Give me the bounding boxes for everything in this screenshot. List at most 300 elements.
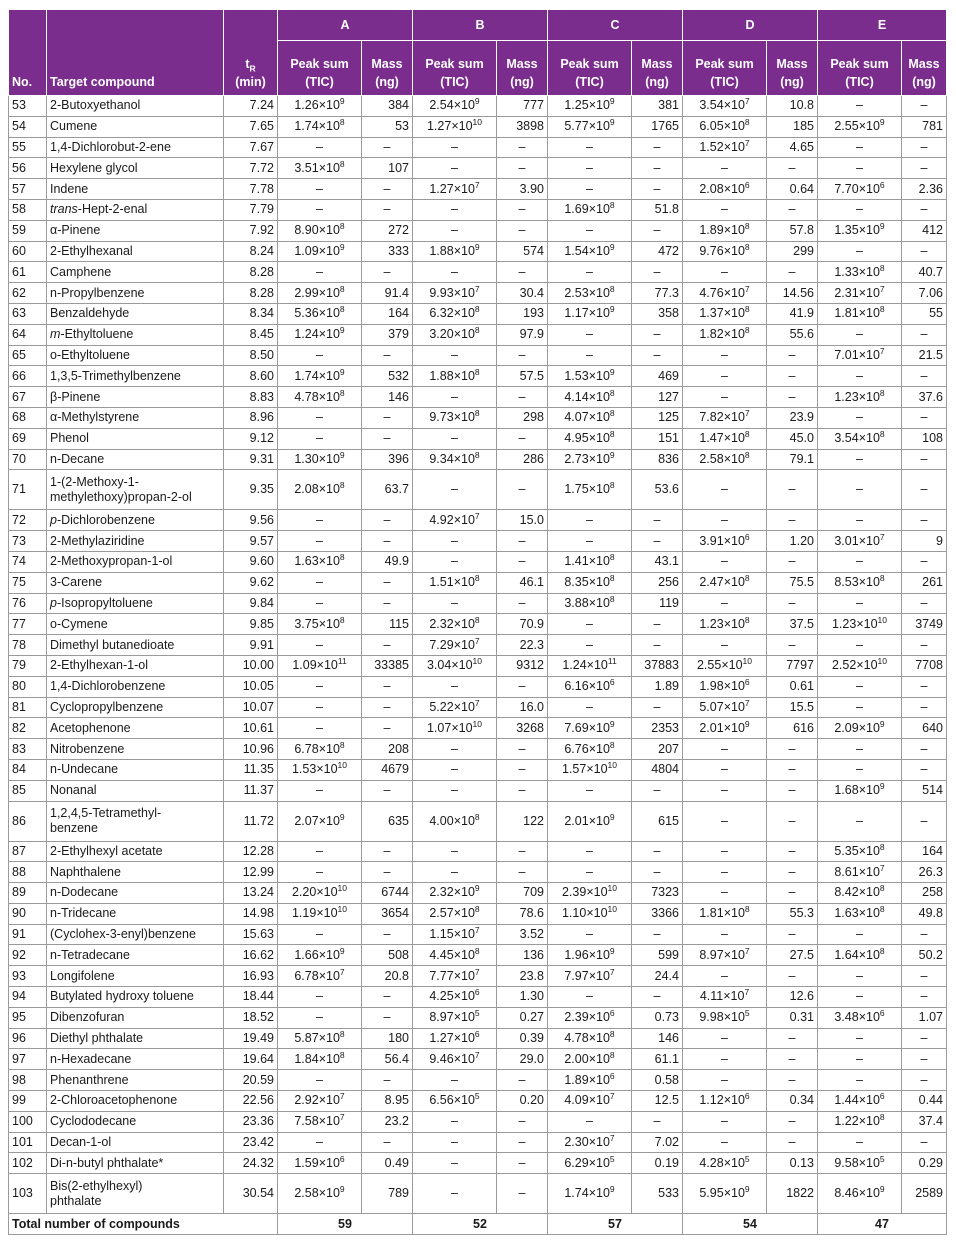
mass-cell: – — [497, 862, 548, 883]
peak-sum-cell — [413, 324, 497, 345]
peak-exponent: 7 — [474, 966, 480, 977]
peak-mantissa: 1.75×10 — [564, 482, 610, 497]
mass-cell: – — [632, 158, 683, 179]
peak-sum-cell: – — [413, 345, 497, 366]
row-number: 64 — [9, 324, 47, 345]
compound-name: 1,4-Dichlorobut-2-ene — [47, 137, 224, 158]
mass-cell: – — [497, 759, 548, 780]
peak-sum-cell: – — [548, 220, 632, 241]
peak-exponent: 8 — [879, 1112, 885, 1123]
header-peak-sum-unit: (TIC) — [710, 75, 739, 89]
mass-cell: – — [767, 262, 818, 283]
peak-sum-cell: – — [818, 199, 902, 220]
peak-sum-cell — [548, 1028, 632, 1049]
mass-cell: 40.7 — [902, 262, 947, 283]
peak-sum-cell — [818, 283, 902, 304]
mass-cell: 49.9 — [362, 551, 413, 572]
peak-sum-cell — [683, 96, 767, 117]
mass-cell: 3749 — [902, 614, 947, 635]
table-row — [9, 593, 947, 614]
peak-mantissa: 1.27×10 — [426, 119, 473, 134]
mass-cell: – — [767, 510, 818, 531]
table-row — [9, 1007, 947, 1028]
peak-sum-cell — [818, 718, 902, 739]
mass-cell: 70.9 — [497, 614, 548, 635]
mass-cell: 0.13 — [767, 1153, 818, 1174]
mass-cell: 21.5 — [902, 345, 947, 366]
mass-cell: 53 — [362, 116, 413, 137]
peak-sum-cell — [548, 1132, 632, 1153]
peak-exponent: 9 — [609, 366, 615, 377]
peak-sum-cell — [683, 137, 767, 158]
peak-mantissa: 1.96×10 — [564, 947, 610, 962]
mass-cell: 533 — [632, 1174, 683, 1214]
compound-name — [47, 593, 224, 614]
peak-exponent: 8 — [609, 387, 615, 398]
peak-mantissa: 2.01×10 — [699, 720, 745, 735]
row-number: 61 — [9, 262, 47, 283]
mass-cell: – — [902, 635, 947, 656]
header-mass-unit: (ng) — [912, 75, 936, 89]
peak-exponent: 8 — [474, 366, 480, 377]
peak-sum-cell — [683, 303, 767, 324]
mass-cell: 4679 — [362, 759, 413, 780]
mass-cell: 27.5 — [767, 945, 818, 966]
peak-exponent: 9 — [879, 780, 885, 791]
peak-sum-cell — [278, 324, 362, 345]
mass-cell: 256 — [632, 572, 683, 593]
mass-cell: 8.95 — [362, 1091, 413, 1112]
peak-exponent: 9 — [879, 1184, 885, 1195]
peak-sum-cell — [548, 241, 632, 262]
peak-sum-cell: – — [818, 697, 902, 718]
peak-mantissa: 8.53×10 — [834, 575, 880, 590]
peak-sum-cell: – — [278, 1132, 362, 1153]
mass-cell: 514 — [902, 780, 947, 801]
mass-cell: 0.73 — [632, 1007, 683, 1028]
retention-time: 19.64 — [224, 1049, 278, 1070]
peak-mantissa: 1.59×10 — [294, 1155, 340, 1170]
peak-sum-cell — [818, 1111, 902, 1132]
table-row — [9, 966, 947, 987]
row-number: 76 — [9, 593, 47, 614]
table-row — [9, 1070, 947, 1091]
peak-mantissa: 9.73×10 — [429, 410, 475, 425]
peak-mantissa: 5.22×10 — [429, 699, 475, 714]
mass-cell: – — [362, 1132, 413, 1153]
peak-mantissa: 1.88×10 — [429, 243, 475, 258]
peak-sum-cell: – — [548, 697, 632, 718]
retention-time: 9.85 — [224, 614, 278, 635]
table-row — [9, 470, 947, 510]
peak-sum-cell — [683, 718, 767, 739]
peak-sum-cell — [413, 1091, 497, 1112]
retention-time: 8.34 — [224, 303, 278, 324]
mass-cell: 286 — [497, 449, 548, 470]
peak-mantissa: 4.78×10 — [294, 389, 340, 404]
peak-mantissa: 8.42×10 — [834, 885, 880, 900]
peak-exponent: 7 — [879, 862, 885, 873]
row-number: 102 — [9, 1153, 47, 1174]
peak-sum-cell — [683, 220, 767, 241]
peak-exponent: 7 — [879, 345, 885, 356]
compound-name: 2-Ethylhexyl acetate — [47, 841, 224, 862]
peak-mantissa: 7.70×10 — [834, 181, 880, 196]
mass-cell: – — [362, 428, 413, 449]
mass-cell: – — [902, 510, 947, 531]
mass-cell: 2589 — [902, 1174, 947, 1214]
retention-time: 23.36 — [224, 1111, 278, 1132]
peak-exponent: 9 — [339, 1184, 345, 1195]
compound-name: Benzaldehyde — [47, 303, 224, 324]
peak-exponent: 8 — [609, 593, 615, 604]
mass-cell: 77.3 — [632, 283, 683, 304]
table-row — [9, 903, 947, 924]
header-mass-unit: (ng) — [780, 75, 804, 89]
peak-sum-cell: – — [413, 780, 497, 801]
peak-exponent: 5 — [474, 1091, 480, 1102]
peak-exponent: 8 — [609, 408, 615, 419]
mass-cell: 56.4 — [362, 1049, 413, 1070]
peak-sum-cell: – — [413, 137, 497, 158]
peak-exponent: 8 — [474, 572, 480, 583]
compound-name: o-Cymene — [47, 614, 224, 635]
peak-sum-cell: – — [278, 1070, 362, 1091]
mass-cell: 164 — [362, 303, 413, 324]
table-row — [9, 303, 947, 324]
mass-cell: – — [362, 572, 413, 593]
mass-cell: – — [902, 924, 947, 945]
peak-sum-cell — [818, 179, 902, 200]
peak-mantissa: 5.87×10 — [294, 1031, 340, 1046]
compound-name: Acetophenone — [47, 718, 224, 739]
peak-exponent: 9 — [609, 945, 615, 956]
peak-exponent: 7 — [744, 137, 750, 148]
peak-exponent: 7 — [879, 283, 885, 294]
peak-mantissa: 5.77×10 — [564, 119, 610, 134]
peak-mantissa: 2.53×10 — [564, 285, 610, 300]
peak-sum-cell: – — [683, 801, 767, 841]
header-mass — [632, 41, 683, 96]
peak-exponent: 8 — [744, 572, 750, 583]
peak-sum-cell — [548, 593, 632, 614]
compound-name-rest: -Isopropyltoluene — [56, 595, 153, 610]
peak-exponent: 8 — [339, 739, 345, 750]
peak-mantissa: 3.75×10 — [294, 616, 340, 631]
mass-cell: 15.5 — [767, 697, 818, 718]
mass-cell: 1.89 — [632, 676, 683, 697]
peak-sum-cell: – — [278, 345, 362, 366]
peak-sum-cell — [818, 531, 902, 552]
peak-sum-cell: – — [818, 739, 902, 760]
peak-sum-cell: – — [818, 759, 902, 780]
peak-mantissa: 6.78×10 — [294, 741, 340, 756]
mass-cell: 3.90 — [497, 179, 548, 200]
row-number: 85 — [9, 780, 47, 801]
peak-mantissa: 2.32×10 — [429, 616, 475, 631]
header-mass-unit: (ng) — [510, 75, 534, 89]
peak-mantissa: 1.47×10 — [699, 431, 745, 446]
row-number: 100 — [9, 1111, 47, 1132]
mass-cell: – — [632, 697, 683, 718]
peak-mantissa: 3.20×10 — [429, 327, 475, 342]
peak-sum-cell: – — [818, 593, 902, 614]
table-row — [9, 449, 947, 470]
peak-sum-cell — [278, 283, 362, 304]
mass-cell: 119 — [632, 593, 683, 614]
retention-time: 11.35 — [224, 759, 278, 780]
header-mass-label: Mass — [371, 57, 403, 71]
mass-cell: 37.4 — [902, 1111, 947, 1132]
mass-cell: 7708 — [902, 655, 947, 676]
peak-sum-cell — [683, 531, 767, 552]
retention-time: 7.72 — [224, 158, 278, 179]
mass-cell: – — [902, 676, 947, 697]
mass-cell: 836 — [632, 449, 683, 470]
table-row — [9, 324, 947, 345]
table-row — [9, 387, 947, 408]
peak-exponent: 8 — [879, 904, 885, 915]
mass-cell: 379 — [362, 324, 413, 345]
peak-sum-cell: – — [818, 676, 902, 697]
mass-cell: 23.8 — [497, 966, 548, 987]
mass-cell: 709 — [497, 883, 548, 904]
peak-sum-cell: – — [683, 387, 767, 408]
header-peak-sum-label: Peak sum — [290, 57, 349, 71]
peak-exponent: 8 — [744, 221, 750, 232]
footer-total-a: 59 — [278, 1214, 413, 1235]
table-row — [9, 883, 947, 904]
header-peak-sum — [683, 41, 767, 96]
retention-time: 7.67 — [224, 137, 278, 158]
peak-exponent: 8 — [744, 304, 750, 315]
peak-sum-cell: – — [278, 676, 362, 697]
table-row — [9, 1153, 947, 1174]
mass-cell: 33385 — [362, 655, 413, 676]
peak-sum-cell: – — [548, 635, 632, 656]
compound-table-container — [8, 9, 946, 1235]
mass-cell: – — [902, 1049, 947, 1070]
mass-cell: 16.0 — [497, 697, 548, 718]
compound-name: Butylated hydroxy toluene — [47, 987, 224, 1008]
peak-sum-cell: – — [818, 924, 902, 945]
peak-sum-cell — [278, 1091, 362, 1112]
compound-name: Hexylene glycol — [47, 158, 224, 179]
peak-mantissa: 8.97×10 — [699, 947, 745, 962]
peak-exponent: 7 — [744, 96, 750, 107]
peak-exponent: 9 — [879, 117, 885, 128]
mass-cell: 7323 — [632, 883, 683, 904]
retention-time: 9.60 — [224, 551, 278, 572]
row-number: 71 — [9, 470, 47, 510]
peak-mantissa: 3.91×10 — [699, 533, 745, 548]
mass-cell: 45.0 — [767, 428, 818, 449]
peak-sum-cell — [818, 780, 902, 801]
peak-sum-cell — [683, 676, 767, 697]
mass-cell: 37.5 — [767, 614, 818, 635]
peak-mantissa: 2.92×10 — [294, 1093, 340, 1108]
mass-cell: 208 — [362, 739, 413, 760]
peak-exponent: 9 — [609, 1184, 615, 1195]
mass-cell: – — [902, 241, 947, 262]
peak-exponent: 9 — [609, 241, 615, 252]
mass-cell: – — [497, 158, 548, 179]
compound-name-line2: benzene — [50, 821, 98, 835]
peak-mantissa: 2.47×10 — [699, 575, 745, 590]
peak-mantissa: 1.25×10 — [564, 98, 610, 113]
mass-cell: 63.7 — [362, 470, 413, 510]
peak-sum-cell: – — [413, 759, 497, 780]
peak-exponent: 8 — [339, 552, 345, 563]
peak-sum-cell — [413, 697, 497, 718]
mass-cell: – — [497, 470, 548, 510]
peak-exponent: 6 — [744, 1091, 750, 1102]
peak-sum-cell — [548, 655, 632, 676]
header-peak-sum-label: Peak sum — [425, 57, 484, 71]
peak-mantissa: 2.99×10 — [294, 285, 340, 300]
peak-sum-cell — [413, 966, 497, 987]
peak-sum-cell: – — [278, 924, 362, 945]
mass-cell: 299 — [767, 241, 818, 262]
row-number: 56 — [9, 158, 47, 179]
peak-sum-cell — [413, 510, 497, 531]
peak-mantissa: 1.17×10 — [564, 306, 610, 321]
mass-cell: – — [497, 780, 548, 801]
mass-cell: 4804 — [632, 759, 683, 780]
compound-name: Dimethyl butanedioate — [47, 635, 224, 656]
peak-mantissa: 4.28×10 — [699, 1155, 745, 1170]
peak-exponent: 8 — [609, 552, 615, 563]
peak-sum-cell — [413, 614, 497, 635]
table-row — [9, 345, 947, 366]
peak-mantissa: 7.97×10 — [564, 968, 610, 983]
peak-mantissa: 1.35×10 — [834, 223, 880, 238]
peak-mantissa: 6.56×10 — [429, 1093, 475, 1108]
peak-exponent: 7 — [474, 510, 480, 521]
table-row — [9, 116, 947, 137]
peak-mantissa: 1.74×10 — [294, 119, 340, 134]
peak-mantissa: 1.27×10 — [429, 181, 475, 196]
mass-cell: – — [362, 841, 413, 862]
mass-cell: 107 — [362, 158, 413, 179]
peak-mantissa: 4.00×10 — [429, 813, 475, 828]
peak-mantissa: 4.09×10 — [564, 1093, 610, 1108]
mass-cell: 272 — [362, 220, 413, 241]
table-row — [9, 510, 947, 531]
peak-mantissa: 9.34×10 — [429, 451, 475, 466]
mass-cell: – — [767, 345, 818, 366]
row-number: 81 — [9, 697, 47, 718]
peak-mantissa: 1.89×10 — [564, 1072, 610, 1087]
mass-cell: – — [362, 862, 413, 883]
mass-cell: – — [767, 1070, 818, 1091]
peak-exponent: 8 — [339, 304, 345, 315]
header-peak-sum — [278, 41, 362, 96]
row-number: 53 — [9, 96, 47, 117]
table-row — [9, 759, 947, 780]
peak-sum-cell — [278, 241, 362, 262]
table-row — [9, 614, 947, 635]
retention-time: 10.05 — [224, 676, 278, 697]
peak-sum-cell — [683, 449, 767, 470]
peak-exponent: 10 — [607, 760, 617, 771]
row-number: 84 — [9, 759, 47, 780]
peak-sum-cell: – — [683, 510, 767, 531]
mass-cell: – — [767, 470, 818, 510]
peak-exponent: 8 — [879, 304, 885, 315]
compound-name — [47, 470, 224, 510]
peak-sum-cell — [683, 614, 767, 635]
mass-cell: 26.3 — [902, 862, 947, 883]
table-row — [9, 531, 947, 552]
peak-sum-cell — [548, 96, 632, 117]
peak-sum-cell: – — [818, 470, 902, 510]
peak-sum-cell — [278, 883, 362, 904]
mass-cell: 193 — [497, 303, 548, 324]
mass-cell: – — [362, 345, 413, 366]
peak-exponent: 9 — [339, 241, 345, 252]
header-mass-unit: (ng) — [645, 75, 669, 89]
peak-sum-cell: – — [818, 1070, 902, 1091]
peak-mantissa: 2.55×10 — [696, 658, 743, 673]
mass-cell: – — [632, 510, 683, 531]
peak-sum-cell — [278, 303, 362, 324]
peak-sum-cell: – — [278, 780, 362, 801]
retention-time: 24.32 — [224, 1153, 278, 1174]
peak-mantissa: 4.11×10 — [699, 989, 745, 1004]
mass-cell: – — [632, 531, 683, 552]
mass-cell: – — [902, 739, 947, 760]
mass-cell: – — [767, 1132, 818, 1153]
peak-exponent: 8 — [879, 841, 885, 852]
retention-time: 8.45 — [224, 324, 278, 345]
compound-name: Nonanal — [47, 780, 224, 801]
mass-cell: – — [362, 179, 413, 200]
retention-time: 10.96 — [224, 739, 278, 760]
header-peak-sum-unit: (TIC) — [575, 75, 604, 89]
row-number: 59 — [9, 220, 47, 241]
mass-cell: 2.36 — [902, 179, 947, 200]
mass-cell: – — [362, 635, 413, 656]
compound-name: 2-Methylaziridine — [47, 531, 224, 552]
peak-sum-cell — [548, 1153, 632, 1174]
peak-exponent: 8 — [339, 1028, 345, 1039]
peak-mantissa: 9.58×10 — [834, 1155, 880, 1170]
peak-exponent: 6 — [744, 531, 750, 542]
peak-exponent: 8 — [609, 572, 615, 583]
peak-sum-cell: – — [683, 966, 767, 987]
peak-sum-cell — [683, 241, 767, 262]
peak-exponent: 8 — [609, 1028, 615, 1039]
peak-sum-cell: – — [413, 739, 497, 760]
retention-time: 19.49 — [224, 1028, 278, 1049]
mass-cell: – — [902, 1070, 947, 1091]
mass-cell: 1.20 — [767, 531, 818, 552]
peak-sum-cell — [818, 345, 902, 366]
header-retention-time — [224, 10, 278, 96]
peak-sum-cell — [278, 551, 362, 572]
peak-mantissa: 2.55×10 — [834, 119, 880, 134]
peak-sum-cell: – — [818, 1132, 902, 1153]
peak-exponent: 8 — [339, 614, 345, 625]
compound-name: 1,4-Dichlorobenzene — [47, 676, 224, 697]
mass-cell: 49.8 — [902, 903, 947, 924]
peak-mantissa: 1.53×10 — [291, 762, 338, 777]
peak-exponent: 8 — [744, 241, 750, 252]
peak-sum-cell: – — [683, 1070, 767, 1091]
peak-mantissa: 9.46×10 — [429, 1051, 475, 1066]
mass-cell: 3.52 — [497, 924, 548, 945]
